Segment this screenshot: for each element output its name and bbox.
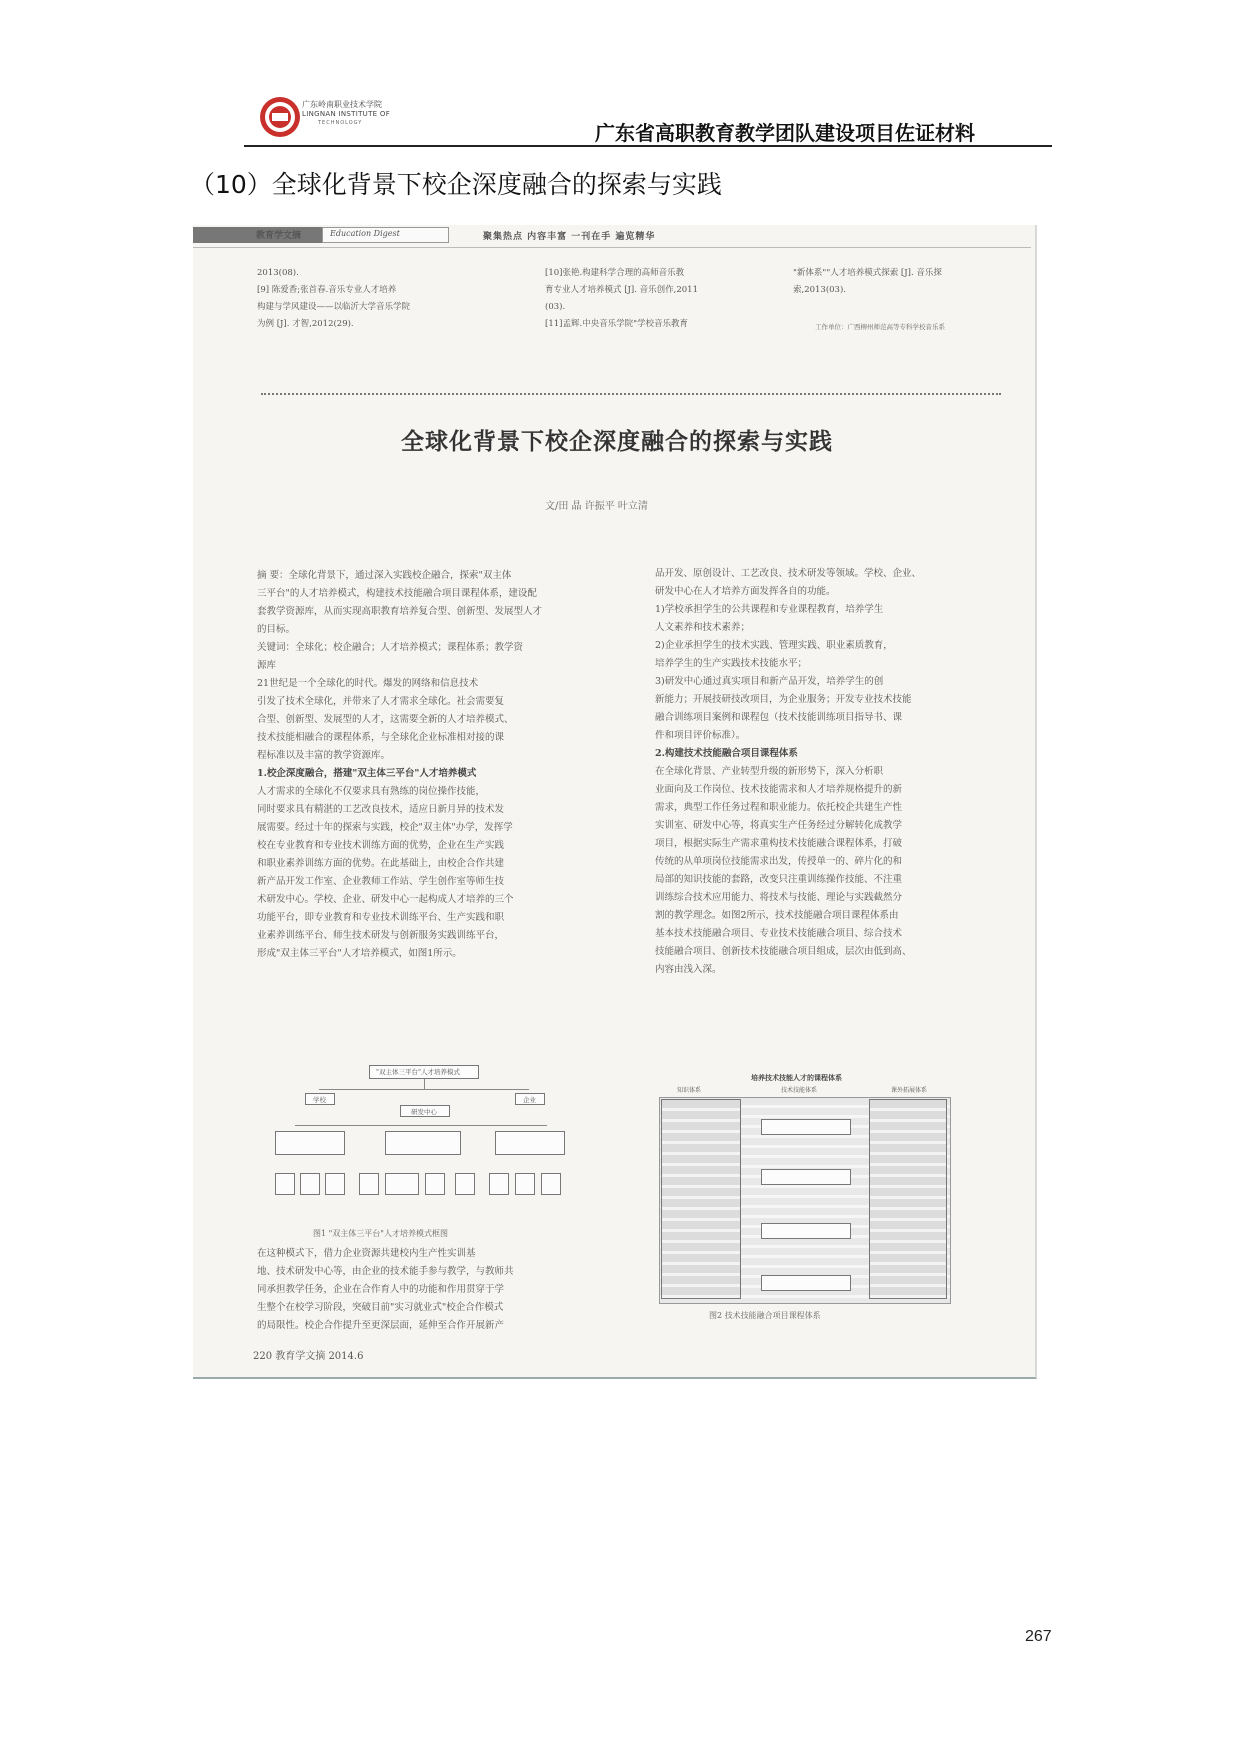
article-title: 全球化背景下校企深度融合的探索与实践 bbox=[401, 428, 833, 455]
magazine-name: 教育学文摘 bbox=[256, 231, 302, 241]
fig1-enterprise-box: 企业 bbox=[515, 1093, 545, 1105]
fig1-top-box: "双主体三平台"人才培养模式 bbox=[369, 1065, 479, 1079]
fig1-platform-3 bbox=[495, 1131, 565, 1155]
references-col-1: 2013(08). [9] 陈爱香;张首春.音乐专业人才培养 构建与学风建设——以临沂大学音乐学院 为例 [J]. 才智,2012(29). bbox=[257, 268, 411, 329]
school-name-cn: 广东岭南职业技术学院 bbox=[302, 100, 382, 109]
figure-2-diagram bbox=[653, 1073, 953, 1305]
magazine-bar-line bbox=[193, 247, 1031, 248]
scanned-article-image bbox=[193, 225, 1037, 1379]
page-number: 267 bbox=[1025, 1628, 1052, 1645]
section-heading: （10）全球化背景下校企深度融合的探索与实践 bbox=[190, 170, 722, 199]
figure-1-caption: 图1 "双主体三平台"人才培养模式框图 bbox=[313, 1229, 448, 1238]
magazine-slogan: 聚集热点 内容丰富 一刊在手 遍览精华 bbox=[483, 232, 656, 242]
magazine-en-name: Education Digest bbox=[330, 229, 400, 238]
article-left-column: 摘 要：全球化背景下，通过深入实践校企融合，探索"双主体 三平台"的人才培养模式，构建技术技能融合项目课程体系，建设配 套教学资源库，从而实现高职教育培养复合型、创新型、发展型人才 的目标。 关键词：全球化；校企融合；人才培养模式；课程体系；教学资 源库 21世纪是一个全球化的时代。爆发的网络和信息技术 引发了技术全球化，并带来了人才需求全球化。社会需要复 合型、创新型、发展型的人才，这需要全新的人才培养模式、 技术技能相融合的课程体系，与全球化企业标准相对接的课 程标准以及丰富的教学资源库。 1.校企深度融合，搭建"双主体三平台"人才培养模式 人才需求的全球化不仅要求具有熟练的岗位操作技能， 同时要求具有精湛的工艺改良技术，适应日新月异的技术发 展需要。经过十年的探索与实践，校企"双主体"办学，发挥学 校在专业教育和专业技术训练方面的优势，企业在生产实践 和职业素养训练方面的优势。在此基础上，由校企合作共建 新产品开发工作室、企业教师工作站、学生创作室等师生技 术研发中心。学校、企业、研发中心一起构成人才培养的三个 功能平台，即专业教育和专业技术训练平台、生产实践和职 业素养训练平台、师生技术研发与创新服务实践训练平台， 形成"双主体三平台"人才培养模式，如图1所示。 bbox=[257, 570, 543, 959]
magazine-footer: 220 教育学文摘 2014.6 bbox=[253, 1351, 364, 1362]
fig1-platform-2 bbox=[385, 1131, 461, 1155]
school-name-en-2: TECHNOLOGY bbox=[318, 120, 363, 126]
fig2-header-1: 知识体系 bbox=[677, 1087, 702, 1094]
header-title: 广东省高职教育教学团队建设项目佐证材料 bbox=[595, 121, 975, 145]
fig2-header-2: 技术技能体系 bbox=[781, 1087, 818, 1094]
fig1-school-box: 学校 bbox=[305, 1093, 335, 1105]
fig1-center-box: 研发中心 bbox=[400, 1105, 450, 1117]
references-col-2: [10]张艳.构建科学合理的高师音乐教 育专业人才培养模式 [J]. 音乐创作,2011 (03). [11]孟辉.中央音乐学院"学校音乐教育 bbox=[545, 268, 698, 329]
article-left-column-bottom: 在这种模式下，借力企业资源共建校内生产性实训基 地、技术研发中心等，由企业的技术能手参与教学，与教师共 同承担教学任务，企业在合作育人中的功能和作用贯穿于学 生整个在校学习阶段，突破目前"实习就业式"校企合作模式 的局限性。校企合作提升至更深层面，延伸至合作开展新产 bbox=[257, 1248, 514, 1331]
header-divider bbox=[244, 145, 1052, 147]
dotted-separator bbox=[261, 393, 1001, 395]
article-right-column: 品开发、原创设计、工艺改良、技术研发等领域。学校、企业、 研发中心在人才培养方面发挥各自的功能。 1)学校承担学生的公共课程和专业课程教育，培养学生 人文素养和技术素养； 2)企业承担学生的技术实践、管理实践、职业素质教育， 培养学生的生产实践技术技能水平； 3)研发中心通过真实项目和新产品开发，培养学生的创 新能力；开展技研技改项目，为企业服务；开发专业技术技能 融合训练项目案例和课程包（技术技能训练项目指导书、课 件和项目评价标准）。 2.构建技术技能融合项目课程体系 在全球化背景、产业转型升级的新形势下，深入分析职 业面向及工作岗位、技术技能需求和人才培养规格提升的新 需求，典型工作任务过程和职业能力。依托校企共建生产性 实训室、研发中心等，将真实生产任务经过分解转化成教学 项目，根据实际生产需求重构技术技能融合课程体系，打破 传统的从单项岗位技能需求出发，传授单一的、碎片化的和 局部的知识技能的套路，改变只注重训练操作技能、不注重 训练综合技术应用能力、将技术与技能、理论与实践截然分 割的教学理念。如图2所示，技术技能融合项目课程体系由 基本技术技能融合项目、专业技术技能融合项目、综合技术 技能融合项目、创新技术技能融合项目组成，层次由低到高、 内容由浅入深。 bbox=[655, 568, 922, 975]
fig2-header-3: 课外拓展体系 bbox=[891, 1087, 928, 1094]
work-unit: 工作单位：广西柳州师范高等专科学校音乐系 bbox=[815, 323, 945, 331]
figure-2-caption: 图2 技术技能融合项目课程体系 bbox=[709, 1311, 821, 1320]
figure-1-diagram bbox=[275, 1065, 565, 1217]
school-name-en: LINGNAN INSTITUTE OF bbox=[302, 110, 391, 118]
fig2-title: 培养技术技能人才的课程体系 bbox=[751, 1073, 842, 1082]
references-col-3: "新体系""人才培养模式探索 [J]. 音乐探 索,2013(03). bbox=[793, 268, 942, 295]
article-authors: 文/田 晶 许振平 叶立清 bbox=[545, 501, 648, 512]
fig1-platform-1 bbox=[275, 1131, 345, 1155]
school-logo-icon bbox=[258, 95, 302, 139]
